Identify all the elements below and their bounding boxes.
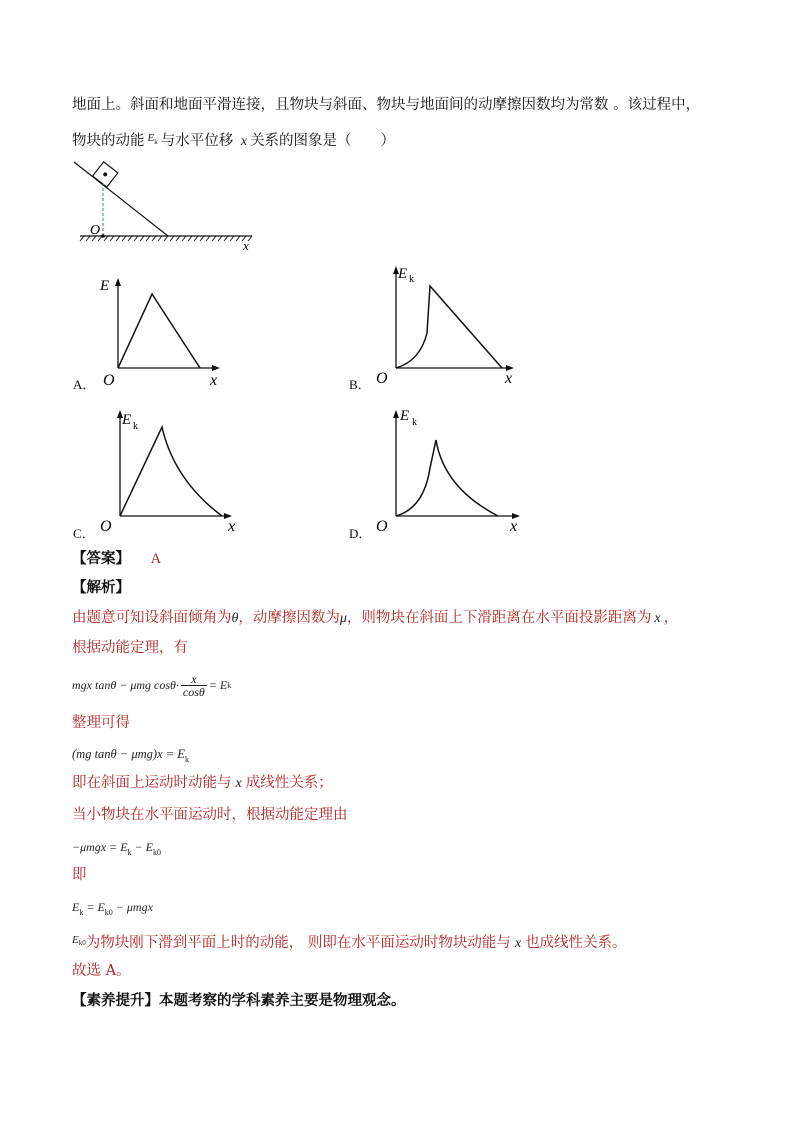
figure-origin: O <box>90 223 101 238</box>
option-b-label[interactable]: B． <box>349 377 371 392</box>
option-d-curve <box>396 440 498 516</box>
option-b-origin: O <box>376 370 388 387</box>
option-a-label[interactable]: A． <box>73 377 96 392</box>
analysis-p3: 整理可得 <box>72 715 130 731</box>
option-b-curve <box>396 286 502 368</box>
option-a-x-label: x <box>210 372 218 389</box>
answer-value: A <box>150 551 162 567</box>
option-b-y-label: E <box>398 266 408 282</box>
analysis-p1: 由题意可知设斜面倾角为θ，动摩擦因数为μ，则物块在斜面上下滑距离在水平面投影距离为 x ， <box>72 610 679 626</box>
equation-2: (mg $\tan\theta - \mu mg)x = E_k$ <box>72 747 189 765</box>
incline-line <box>74 162 168 236</box>
option-b-graph[interactable] <box>372 258 532 388</box>
analysis-p7: $^E_{k0}$为物块刚下滑到平面上时的动能， 则即在水平面运动时物块动能与 x 也成线性关系。 <box>72 934 627 951</box>
option-c-x-label: x <box>228 518 236 535</box>
analysis-p5: 当小物块在水平面运动时，根据动能定理由 <box>72 807 348 823</box>
literacy-tag: 【素养提升】 <box>72 992 159 1009</box>
figure-x-label: x <box>243 238 249 253</box>
answer-tag: 【答案】 <box>72 550 130 567</box>
incline-figure <box>70 158 270 253</box>
option-c-y-label: E <box>122 412 132 428</box>
analysis-p6: 即 <box>72 867 87 883</box>
option-d-label[interactable]: D． <box>349 526 372 541</box>
question-line-1: 地面上。斜面和地面平滑连接，且物块与斜面、物块与地面间的动摩擦因数均为常数 。该过程中， <box>72 97 701 113</box>
option-a-graph[interactable] <box>90 272 230 390</box>
option-c-curve <box>120 427 222 516</box>
analysis-p4: 即在斜面上运动时动能与 x 成线性关系； <box>72 775 333 791</box>
ek-symbol: Ek <box>147 132 158 147</box>
analysis-tag: 【解析】 <box>72 579 130 596</box>
option-d-origin: O <box>376 518 388 535</box>
option-a-curve <box>118 294 200 368</box>
equation-1: mgx tanθ − μmg cosθ· $\frac{x}{\cos\theta}$ = E k <box>72 671 232 699</box>
option-a-origin: O <box>103 372 115 389</box>
equation-4: $E_k = E_{k0} - \mu mgx$ <box>72 900 153 918</box>
literacy-text: 本题考察的学科素养主要是物理观念。 <box>159 992 406 1009</box>
block <box>93 162 118 187</box>
analysis-p2: 根据动能定理，有 <box>72 640 188 656</box>
option-d-y-label: E <box>400 408 410 424</box>
ground-hatch <box>80 236 252 241</box>
option-c-origin: O <box>100 518 112 535</box>
option-b-y-sub: k <box>409 274 414 285</box>
option-b-x-label: x <box>505 370 513 387</box>
question-line-2: 物块的动能 $^{E_k}$ 与水平位移 x 关系的图象是（ ） <box>72 132 396 149</box>
option-c-graph[interactable] <box>96 402 246 536</box>
option-c-y-sub: k <box>133 421 138 432</box>
option-d-x-label: x <box>510 518 518 535</box>
analysis-p8: 故选 A。 <box>72 963 131 979</box>
equation-3: $-\mu mgx = E_k - E_{k0}$ <box>72 840 161 858</box>
literacy-line <box>72 991 406 1011</box>
answer-line <box>72 549 161 569</box>
option-d-graph[interactable] <box>372 400 532 536</box>
option-d-y-sub: k <box>412 417 417 428</box>
option-a-y-label: E <box>100 278 110 294</box>
option-c-label[interactable]: C． <box>73 526 95 541</box>
